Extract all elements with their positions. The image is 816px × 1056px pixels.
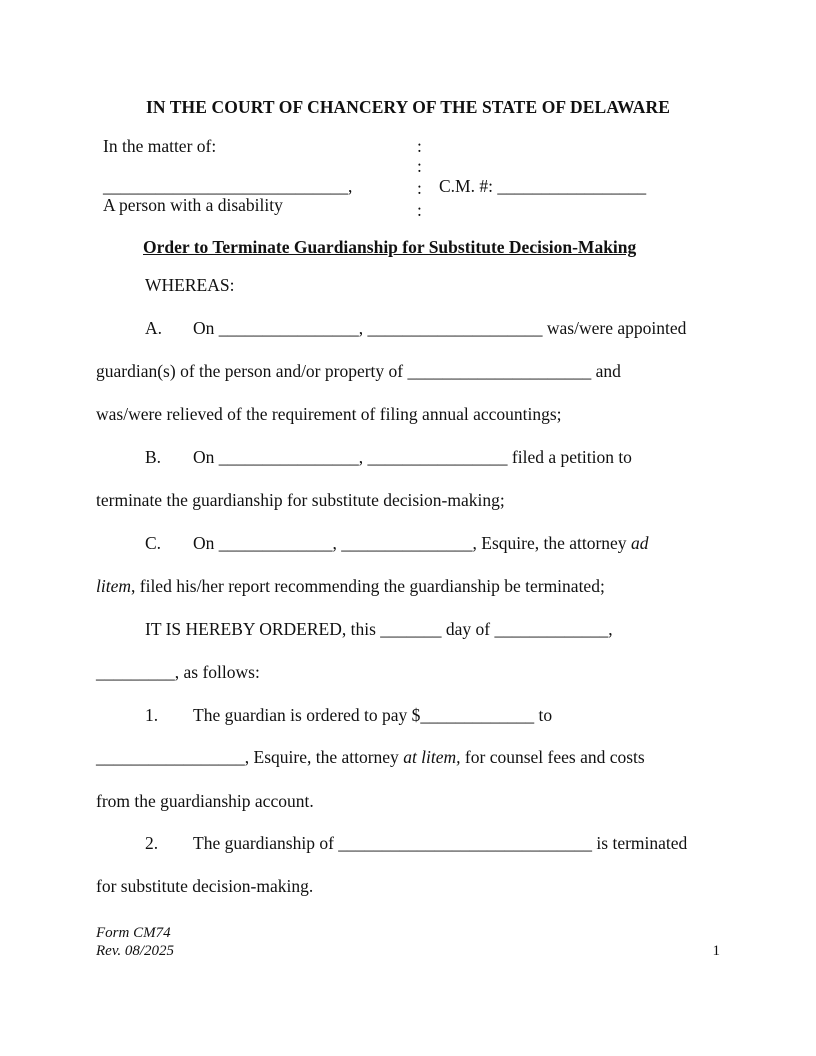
form-footer <box>96 924 174 960</box>
paragraph-c-line-2 <box>96 576 605 597</box>
paragraph-a-line-1 <box>145 318 686 339</box>
litem-italic: litem <box>96 576 131 596</box>
page-number: 1 <box>712 943 720 959</box>
order-title: Order to Terminate Guardianship for Substitute Decision-Making <box>143 237 637 257</box>
paragraph-c-text-2: , filed his/her report recommending the guardianship be terminated; <box>131 576 605 596</box>
item-1-label: 1. <box>145 705 159 725</box>
matter-of-label: In the matter of: <box>103 136 217 156</box>
paragraph-b-text: On ________________, ________________ filed a petition to <box>193 447 632 467</box>
paragraph-c-label: C. <box>145 533 162 553</box>
ordered-line-2: _________, as follows: <box>96 662 260 682</box>
at-litem-italic: at litem, <box>403 747 461 767</box>
item-1-text-2: _________________, Esquire, the attorney <box>96 747 404 767</box>
ad-litem-italic: ad <box>630 533 649 553</box>
item-1-line-1 <box>145 705 552 726</box>
ordered-line-1: IT IS HEREBY ORDERED, this _______ day of _____________, <box>145 619 613 639</box>
paragraph-a-label: A. <box>145 318 163 338</box>
cm-number-field: C.M. #: _________________ <box>439 176 647 196</box>
paragraph-b-line-2: terminate the guardianship for substitute decision-making; <box>96 490 505 510</box>
paragraph-c-line-1 <box>145 533 648 554</box>
caption-colon: : <box>417 200 422 220</box>
paragraph-a-text: On ________________, ____________________ was/were appointed <box>193 318 687 338</box>
item-1-line-3: from the guardianship account. <box>96 791 314 811</box>
item-1-text-3: for counsel fees and costs <box>460 747 645 767</box>
paragraph-c-text: On _____________, _______________, Esquire, the attorney <box>193 533 631 553</box>
person-with-disability-label: A person with a disability <box>103 195 283 215</box>
form-number: Form CM74 <box>96 925 171 941</box>
person-name-blank: ____________________________, <box>103 176 353 196</box>
item-1-text: The guardian is ordered to pay $_____________ to <box>193 705 553 725</box>
item-2-line-1 <box>145 833 687 854</box>
item-2-text: The guardianship of _____________________________ is terminated <box>193 833 688 853</box>
caption-colon: : <box>417 136 422 156</box>
caption-colon: : <box>417 178 422 198</box>
item-1-line-2 <box>96 747 645 768</box>
court-heading: IN THE COURT OF CHANCERY OF THE STATE OF DELAWARE <box>145 97 671 117</box>
item-2-label: 2. <box>145 833 159 853</box>
paragraph-b-line-1 <box>145 447 632 468</box>
paragraph-a-line-2: guardian(s) of the person and/or property of _____________________ and <box>96 361 621 381</box>
paragraph-b-label: B. <box>145 447 162 467</box>
revision-date: Rev. 08/2025 <box>96 943 175 959</box>
item-2-line-2: for substitute decision-making. <box>96 876 314 896</box>
whereas-heading: WHEREAS: <box>145 275 235 295</box>
paragraph-a-line-3: was/were relieved of the requirement of filing annual accountings; <box>96 404 562 424</box>
caption-colon: : <box>417 156 422 176</box>
